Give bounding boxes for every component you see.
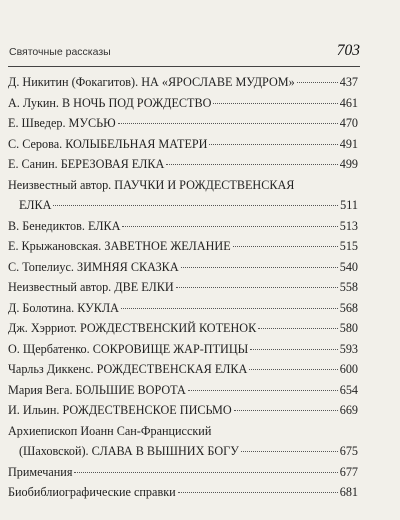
toc-entry-page: 515 — [339, 239, 358, 253]
toc-entry-title: Неизвестный автор. ДВЕ ЕЛКИ — [8, 280, 174, 294]
toc-leader-dots — [122, 226, 337, 227]
toc-entry — [8, 462, 358, 483]
toc-entry — [8, 93, 358, 114]
toc-entry-title: Дж. Хэрриот. РОЖДЕСТВЕНСКИЙ КОТЕНОК — [8, 321, 257, 335]
toc-entry — [8, 154, 358, 175]
toc-leader-dots — [181, 267, 338, 268]
toc-entry-page: 681 — [339, 485, 358, 499]
toc-leader-dots — [188, 390, 338, 391]
toc-entry — [8, 400, 358, 421]
toc-leader-dots — [297, 82, 338, 83]
toc-leader-dots — [233, 246, 338, 247]
toc-entry-page: 600 — [339, 362, 358, 376]
toc-entry-continuation — [8, 195, 358, 216]
toc-entry-title: О. Щербатенко. СОКРОВИЩЕ ЖАР-ПТИЦЫ — [8, 341, 249, 356]
toc-entry — [8, 482, 358, 503]
toc-entry-page: 513 — [339, 218, 358, 233]
toc-entry-title: Примечания — [8, 464, 73, 479]
toc-leader-dots — [53, 205, 338, 206]
toc-entry-page: 677 — [339, 464, 358, 479]
toc-entry-title: Мария Вега. БОЛЬШИЕ ВОРОТА — [8, 382, 186, 397]
toc-entry-title: С. Топелиус. ЗИМНЯЯ СКАЗКА — [8, 259, 179, 274]
header-rule — [8, 66, 360, 67]
toc-entry-title: Е. Шведер. МУСЬЮ — [8, 116, 116, 130]
toc-entry — [8, 298, 358, 319]
toc-entry — [8, 318, 358, 339]
toc-entry-continuation — [8, 441, 358, 462]
toc-leader-dots — [166, 164, 337, 165]
toc-entry-title: Д. Никитин (Фокагитов). НА «ЯРОСЛАВЕ МУДРОМ» — [8, 75, 295, 89]
toc-entry — [8, 359, 358, 380]
toc-entry-page: 593 — [339, 341, 358, 356]
toc-leader-dots — [118, 123, 338, 124]
toc-entry-page: 491 — [339, 136, 358, 151]
toc-entry-page: 470 — [339, 116, 358, 130]
toc-entry — [8, 339, 358, 360]
toc-entry-page: 558 — [339, 280, 358, 294]
toc-leader-dots — [234, 410, 338, 411]
toc-entry-first-line — [8, 175, 358, 196]
toc-entry-title: А. Лукин. В НОЧЬ ПОД РОЖДЕСТВО — [8, 95, 212, 110]
toc-entry-title: В. Бенедиктов. ЕЛКА — [8, 218, 121, 233]
page-header — [9, 42, 360, 60]
toc-entry-title: И. Ильин. РОЖДЕСТВЕНСКОЕ ПИСЬМО — [8, 403, 232, 417]
toc-entry-page: 437 — [339, 75, 358, 89]
toc-leader-dots — [178, 492, 338, 493]
toc-entry-title: Е. Санин. БЕРЕЗОВАЯ ЕЛКА — [8, 157, 165, 171]
toc-leader-dots — [258, 328, 338, 329]
toc-entry-first-line — [8, 421, 358, 442]
page-number: 703 — [336, 42, 360, 59]
toc-leader-dots — [213, 103, 337, 104]
toc-entry-page: 499 — [339, 157, 358, 171]
toc-entry-title: Биобиблиографические справки — [8, 485, 176, 499]
toc-entry-title-continued: (Шаховской). СЛАВА В ВЫШНИХ БОГУ — [19, 444, 239, 458]
toc-entry — [8, 236, 358, 257]
toc-entry-page: 568 — [339, 300, 358, 315]
toc-entry-page: 540 — [339, 259, 358, 274]
toc-entry-page: 675 — [339, 444, 358, 458]
toc-entry-page: 669 — [339, 403, 358, 417]
toc-entry — [8, 257, 358, 278]
toc-leader-dots — [250, 349, 337, 350]
running-title: Святочные рассказы — [9, 46, 111, 58]
toc-leader-dots — [249, 369, 337, 370]
toc-entry — [8, 380, 358, 401]
toc-leader-dots — [209, 144, 337, 145]
toc-entry-page: 461 — [339, 95, 358, 110]
toc-entry-title: Неизвестный автор. ПАУЧКИ И РОЖДЕСТВЕНСКАЯ — [8, 177, 295, 192]
toc-entry — [8, 134, 358, 155]
toc-entry — [8, 72, 358, 93]
toc-entry — [8, 216, 358, 237]
toc-entry-page: 580 — [339, 321, 358, 335]
toc-entry-page: 654 — [339, 382, 358, 397]
toc-leader-dots — [241, 451, 338, 452]
toc-leader-dots — [121, 308, 338, 309]
toc-entry-title: Е. Крыжановская. ЗАВЕТНОЕ ЖЕЛАНИЕ — [8, 239, 231, 253]
toc-entry-title: Д. Болотина. КУКЛА — [8, 300, 119, 315]
toc-entry-title: Архиепископ Иоанн Сан-Францисский — [8, 423, 212, 438]
toc-leader-dots — [74, 472, 337, 473]
toc-entry-page: 511 — [340, 198, 358, 212]
table-of-contents — [8, 72, 358, 503]
toc-entry-title: С. Серова. КОЛЫБЕЛЬНАЯ МАТЕРИ — [8, 136, 208, 151]
toc-entry — [8, 277, 358, 298]
toc-entry-title-continued: ЕЛКА — [19, 198, 52, 212]
toc-entry-title: Чарльз Диккенс. РОЖДЕСТВЕНСКАЯ ЕЛКА — [8, 362, 248, 376]
toc-leader-dots — [176, 287, 338, 288]
toc-entry — [8, 113, 358, 134]
